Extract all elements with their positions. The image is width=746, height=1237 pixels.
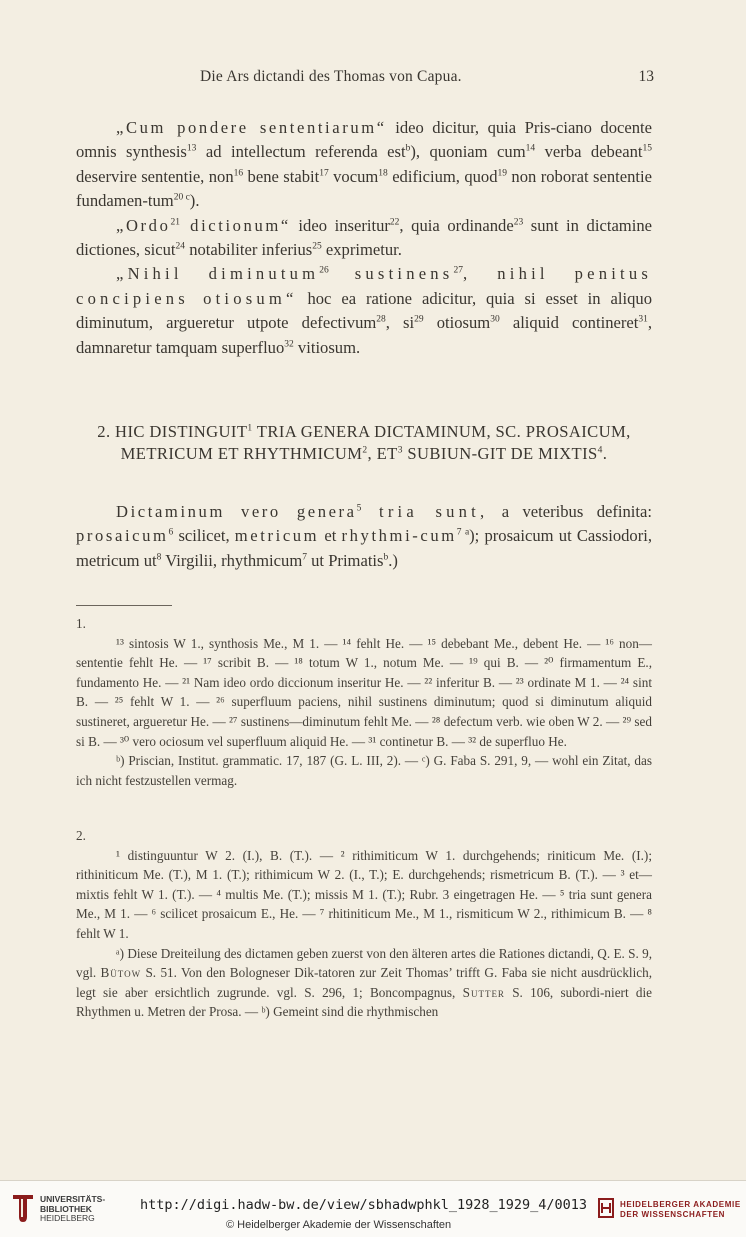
text-run: , quia ordinande — [399, 215, 514, 235]
text-run: S. 51. Von den Bologneser Dik-tatoren zur Zeit Thomas’ trifft G. Faba sie nicht ausdrücklich, legt sie aber ersichtlich zugrunde. vgl. S. 296, 1; Boncompagnus, — [76, 965, 652, 1000]
footnote-ref: 29 — [414, 314, 424, 325]
footnote-ref: 23 — [513, 217, 524, 228]
page-number: 13 — [638, 68, 654, 85]
footnote-ref: 4 — [597, 445, 603, 456]
academy-name-line: DER WISSENSCHAFTEN — [620, 1209, 726, 1219]
text-run: ad intellectum referenda est — [196, 142, 406, 162]
quoted-phrase: , nihil penitus concipiens otiosum“ — [76, 264, 652, 308]
footnote-ref: 17 — [319, 168, 329, 179]
footnote-ref: 7 — [302, 552, 307, 563]
quoted-phrase: sustinens — [328, 264, 454, 284]
text-run: ); prosaicum ut Cassiodori, metricum ut — [76, 526, 652, 570]
page-header — [0, 68, 746, 90]
quoted-phrase: metricum — [234, 526, 320, 546]
text-run: edificium, quod — [387, 166, 498, 186]
footnote-ref: a — [461, 527, 470, 538]
academy-name — [620, 1200, 741, 1219]
footnote-ref: 7 — [456, 527, 462, 538]
text-run: exprimetur. — [321, 240, 402, 260]
footnote-ref: 20 — [173, 192, 184, 203]
footnote-ref: 2 — [362, 445, 368, 456]
quoted-phrase: rhythmi-cum — [341, 526, 457, 546]
running-title: Die Ars dictandi des Thomas von Capua. — [200, 68, 462, 85]
footnote-section-number: 1. — [76, 616, 86, 631]
paragraph-dictaminum — [76, 500, 652, 573]
text-run: deservire sententie, non — [76, 166, 234, 186]
footnote-ref: 32 — [284, 339, 294, 350]
text-run: ). — [189, 191, 200, 211]
dictaminum-paragraph-wrap — [76, 500, 652, 573]
heading-text: 2. HIC DISTINGUIT — [97, 422, 248, 441]
footnote-ref: 24 — [175, 241, 186, 252]
text-run: otiosum — [423, 313, 491, 333]
author-name: Sutter — [462, 984, 505, 1000]
footnote-ref: 25 — [312, 241, 322, 252]
text-run: .) — [388, 550, 398, 570]
text-run: bene stabit — [243, 166, 320, 186]
text-run: hoc ea ratione adicitur, quia si esset in aliquo diminutum, argueretur utpote defectivum — [76, 288, 652, 333]
footnote-ref: 19 — [497, 168, 508, 179]
text-run: ), quoniam cum — [410, 142, 526, 162]
text-run: , si — [385, 313, 415, 333]
text-run: sunt in dictamine dictiones, sicut — [76, 215, 652, 260]
text-run: S. 106, subordi-niert die Rhythmen u. Metren der Prosa. — ᵇ) Gemeint sind die rhythmischen — [76, 984, 652, 1020]
library-name-line: HEIDELBERG — [40, 1213, 95, 1223]
text-run: scilicet, — [173, 526, 235, 546]
footnote-ref: 26 — [319, 265, 329, 276]
permalink-url[interactable]: http://digi.hadw-bw.de/view/sbhadwphkl_1928_1929_4/0013 — [140, 1197, 588, 1213]
university-library-logo-icon — [10, 1191, 36, 1225]
university-library-name — [40, 1195, 105, 1224]
footnote-ref: 8 — [156, 552, 162, 563]
heading-text: TRIA GENERA DICTAMINUM, SC. PROSAICUM, METRICUM ET RHYTHMICUM — [120, 422, 631, 464]
text-run: notabiliter inferius — [185, 240, 313, 260]
viewer-footer — [0, 1180, 746, 1237]
library-name-line: BIBLIOTHEK — [40, 1203, 92, 1214]
text-run: a veteribus definita: — [488, 502, 652, 521]
heading-text: . — [602, 444, 608, 464]
text-run: non roborat sententie fundamen-tum — [76, 166, 653, 211]
text-run: ideo dicitur, quia Pris-ciano docente omnis synthesis — [76, 118, 652, 162]
footnote-commentary — [76, 944, 652, 1022]
text-run: ideo inseritur — [290, 215, 390, 235]
text-run: aliquid contineret — [499, 313, 639, 333]
quoted-phrase: Dictaminum vero genera — [116, 502, 357, 521]
footnote-ref: 22 — [389, 217, 400, 228]
footnote-commentary: ᵇ) Priscian, Institut. grammatic. 17, 187 (G. L. III, 2). — ᶜ) G. Faba S. 291, 9, — wohl ein Zitat, das ich nicht festzustellen vermag. — [76, 753, 652, 788]
footnote-ref: b — [383, 552, 389, 563]
academy-name-line: HEIDELBERGER AKADEMIE — [620, 1200, 741, 1209]
academy-logo-icon — [598, 1198, 614, 1218]
footnotes-section-2 — [76, 826, 652, 1022]
author-name: Bütow — [100, 965, 142, 981]
copyright-notice: © Heidelberger Akademie der Wissenschaften — [226, 1219, 452, 1231]
paragraph-ordo — [76, 214, 652, 263]
section-heading — [76, 421, 652, 466]
footnote-ref: 30 — [490, 314, 500, 325]
quoted-phrase: „Cum pondere sententiarum“ — [116, 118, 387, 137]
footnote-ref: 27 — [453, 265, 463, 276]
text-run: vitiosum. — [293, 337, 361, 357]
quoted-phrase: tria sunt, — [361, 502, 489, 521]
heading-text: SUBIUN-GIT DE MIXTIS — [402, 444, 598, 464]
footnote-ref: 16 — [233, 168, 244, 179]
text-run: et — [319, 526, 342, 546]
quoted-phrase: „Ordo — [116, 215, 171, 235]
paragraph-nihil — [76, 262, 652, 360]
footnote-variants: ¹³ sintosis W 1., synthosis Me., M 1. — ¹⁴ fehlt He. — ¹⁵ debebant Me., debent He. — ¹⁶ non—sententie fehlt He. — ¹⁷ scribit B. — ¹⁸ totum W 1., notum Me. — ¹⁹ qui B. — ²⁰ firmamentum E., fundamento He. — ²¹ Nam ideo ordo diccionum inseritur He. — ²² inferitur B. — ²³ ordinate M 1. — ²⁴ sint B. — ²⁵ fehlt W 1. — ²⁶ superfluum paciens, nihil sustinens diminutum; quod si diminutum aliquid sustineret, argueretur He. — ²⁷ sustinens—diminutum fehlt Me. — ²⁸ defectum verb. wie oben W 2. — ²⁹ sed si B. — ³⁰ vero ociosum vel superfluum aliquid He. — ³¹ continetur B. — ³² de superfluo He. — [76, 635, 652, 749]
quoted-phrase: prosaicum — [76, 526, 169, 546]
paragraph-cum-pondere — [76, 116, 652, 214]
text-run: verba debeant — [535, 142, 643, 162]
footnote-ref: 5 — [356, 503, 362, 514]
footnotes-section-1 — [76, 614, 652, 790]
main-text — [76, 116, 652, 360]
text-run: vocum — [328, 166, 379, 186]
footnote-ref: c — [183, 192, 190, 203]
quoted-phrase: dictionum“ — [179, 215, 291, 235]
footnote-ref: 1 — [247, 423, 253, 434]
quoted-phrase: „Nihil diminutum — [116, 264, 320, 284]
footnote-ref: b — [405, 143, 411, 154]
footnote-ref: 21 — [170, 217, 180, 228]
text-run: ut Primatis — [306, 550, 384, 570]
footnote-ref: 15 — [642, 143, 652, 154]
text-run: ᵃ) Diese Dreiteilung des dictamen geben zuerst von den älteren artes die Rationes dictandi, Q. E. S. 9, vgl. — [76, 945, 652, 981]
footnote-ref: 3 — [397, 445, 403, 456]
text-run: , damnaretur tamquam superfluo — [76, 313, 653, 357]
footnote-ref: 14 — [525, 143, 536, 154]
footnote-variants: ¹ distinguuntur W 2. (I.), B. (T.). — ² rithimiticum W 1. durchgehends; riniticum Me. (I.); rithiniticum Me. (T.), M 1. (T.); rithimicum W 2. (I., T.); E. durchgehends; rismetricum B. (T.). — ³ et—mixtis fehlt W 1. (T.). — ⁴ multis Me. (T.); missis M 1. (T.); Rubr. 3 eingetragen He. — ⁵ tria sunt genera Me., M 1. — ⁶ scilicet prosaicum E., He. — ⁷ rhitiniticum Me., M 1., rismiticum W 2., rithimicum B. — ⁸ fehlt W 1. — [76, 847, 652, 941]
footnote-section-number: 2. — [76, 828, 86, 843]
library-name-line: UNIVERSITÄTS- — [40, 1194, 106, 1204]
footnote-ref: 13 — [186, 143, 197, 154]
footnote-ref: 18 — [378, 168, 388, 179]
footnote-ref: 28 — [376, 314, 386, 325]
heading-text: , ET — [367, 444, 398, 464]
footnote-divider — [76, 605, 172, 606]
text-run: Virgilii, rhythmicum — [161, 550, 303, 570]
footnote-ref: 6 — [168, 527, 174, 538]
footnote-ref: 31 — [638, 314, 648, 325]
